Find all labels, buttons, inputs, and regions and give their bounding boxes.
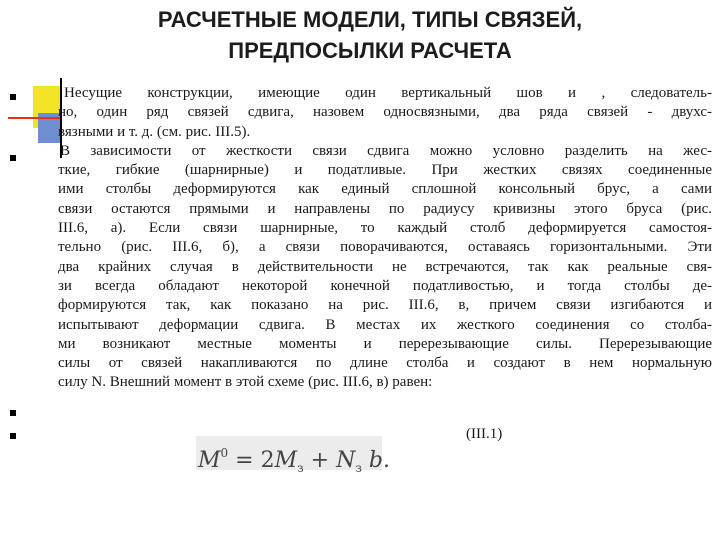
paragraph-1-line: но, один ряд связей сдвига, назовем односвязными, два ряда связей - двухс- (58, 104, 712, 121)
paragraph-2-line: силы от связей накапливаются по длине столба и создают в нем нормальную (58, 355, 712, 372)
paragraph-2-line: ми возникают местные моменты и перерезывающие силы. Перерезывающие (58, 335, 712, 352)
slide-title (40, 4, 700, 66)
paragraph-2-line: В зависимости от жесткости связи сдвига можно условно разделить на жес- (60, 142, 712, 159)
paragraph-1-line: Несущие конструкции, имеющие один вертикальный шов и , следователь- (64, 85, 712, 101)
formula-symbol: M (274, 448, 298, 473)
paragraph-2-line: два крайних случая в действительности не встречаются, так как реальные свя- (58, 258, 712, 275)
title-line-1: РАСЧЕТНЫЕ МОДЕЛИ, ТИПЫ СВЯЗЕЙ, (157, 7, 583, 32)
bullet-1 (10, 94, 16, 100)
body-text (58, 84, 712, 393)
formula-operator: + (303, 448, 337, 473)
paragraph-2-line: зи всегда обладают некоторой конечной податливостью, и тогда столбы де- (58, 277, 712, 294)
formula-operator: = 2 (228, 448, 275, 473)
paragraph-2-line: ткие, гибкие (шарнирные) и податливые. При жестких связях соединенные (58, 162, 712, 179)
paragraph-2-line: ими столбы деформируются как единый сплошной консольный брус, а сами (58, 181, 712, 198)
decor-red-line (8, 117, 62, 119)
paragraph-2-line: связи остаются прямыми и направлены по радиусу кривизны этого бруса (рис. (58, 200, 712, 217)
paragraph-2-line: испытывают деформации сдвига. В местах их жесткого соединения со столба- (58, 316, 712, 333)
formula-subscript: з (297, 461, 304, 475)
paragraph-2-line: тельно (рис. III.6, б), а связи поворачиваются, оставаясь горизонтальными. Эти (58, 239, 712, 256)
paragraph-2-line: силу N. Внешний момент в этой схеме (рис. III.6, в) равен: (58, 374, 433, 391)
formula-image (196, 436, 390, 475)
paragraph-1-line: вязными и т. д. (см. рис. III.5). (58, 123, 251, 140)
formula-superscript: 0 (220, 446, 229, 460)
title-line-2: ПРЕДПОСЫЛКИ РАСЧЕТА (228, 38, 512, 63)
formula-symbol: N (336, 448, 356, 473)
equation-number: (III.1) (466, 426, 503, 442)
paragraph-2-line: III.6, а). Если связи шарнирные, то каждый столб деформируется самостоя- (58, 220, 712, 237)
bullet-3 (10, 410, 16, 416)
formula-subscript: з (355, 461, 362, 475)
formula-symbol: b. (361, 448, 390, 473)
bullet-4 (10, 433, 16, 439)
bullet-2 (10, 155, 16, 161)
formula-symbol: M (198, 448, 221, 473)
paragraph-2-line: формируются так, как показано на рис. III.6, в, причем связи изгибаются и (58, 297, 712, 314)
